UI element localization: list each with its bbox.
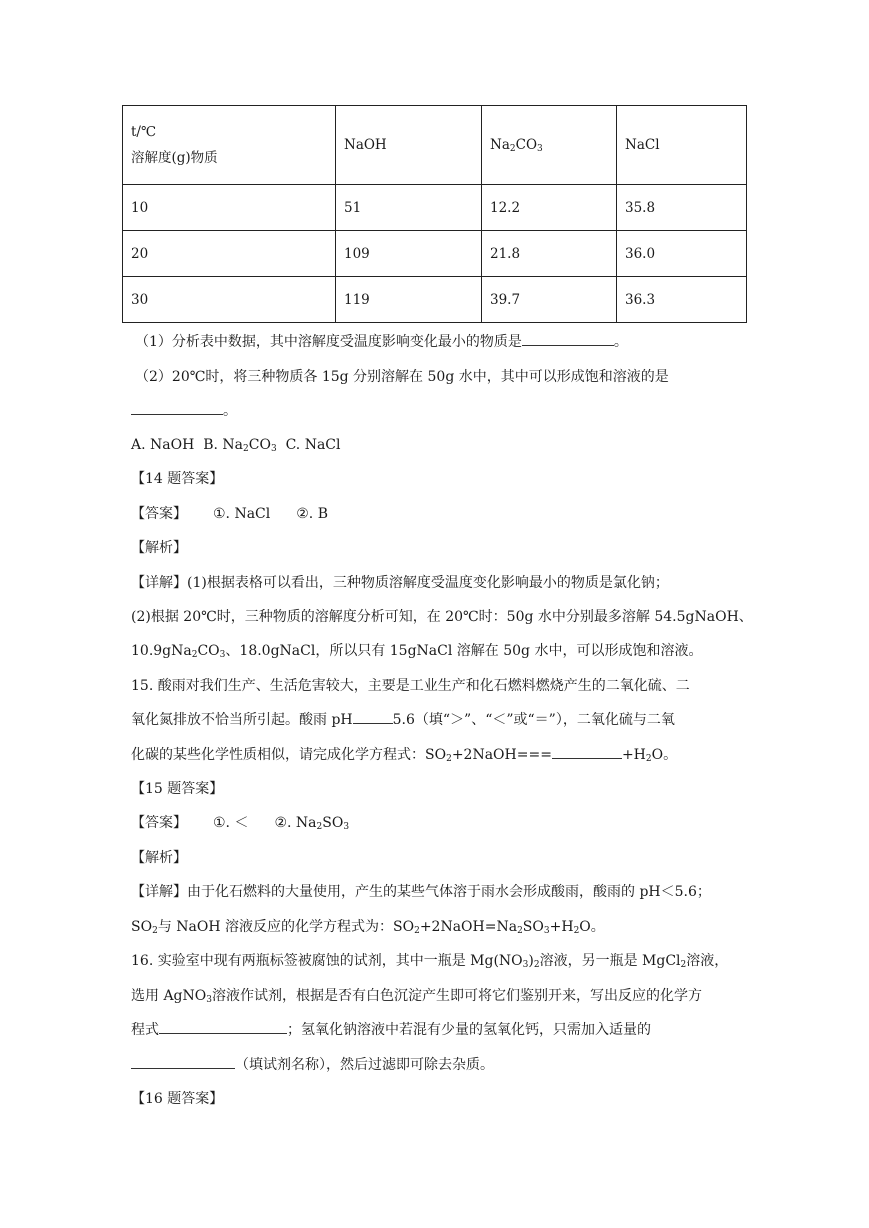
q14-detail-2: (2)根据 20℃时，三种物质的溶解度分析可知，在 20℃时：50g 水中分别最多溶解 54.5gNaOH、 xyxy=(131,609,753,625)
q14-part2-blank-line: 。 xyxy=(131,401,237,421)
cell-nacl: 36.3 xyxy=(617,277,747,323)
q15-line-2: 氧化氮排放不恰当所引起。酸雨 pH 5.6（填“＞”、“＜”或“＝”），二氧化硫与二氧 xyxy=(131,712,675,728)
cell-nacl: 35.8 xyxy=(617,185,747,231)
q14-answer-title: 【14 题答案】 xyxy=(131,471,224,487)
cell-temp: 20 xyxy=(123,231,336,277)
cell-naoh: 109 xyxy=(336,231,482,277)
answer-blank xyxy=(522,333,614,346)
q15-detail-2: $SO_2$与 NaOH 溶液反应的化学方程式为：$SO_2+2NaOH=Na_2SO_3+H_2O$。 xyxy=(131,919,605,936)
cell-na2co3: 12.2 xyxy=(482,185,617,231)
q14-part1: （1）分析表中数据，其中溶解度受温度影响变化最小的物质是 。 xyxy=(135,334,628,350)
cell-temp: 10 xyxy=(123,185,336,231)
q15-line-3: 化碳的某些化学性质相似，请完成化学方程式：$SO_2+2NaOH=== +H_2O$。 xyxy=(131,747,678,764)
q14-detail-1: 【详解】(1)根据表格可以看出，三种物质溶解度受温度变化影响最小的物质是氯化钠； xyxy=(131,575,669,591)
cell-na2co3: 39.7 xyxy=(482,277,617,323)
cell-nacl: 36.0 xyxy=(617,231,747,277)
q16-answer-title: 【16 题答案】 xyxy=(131,1091,224,1107)
table-row xyxy=(123,231,747,277)
q14-analysis: 【解析】 xyxy=(131,540,187,556)
q15-answer: 【答案】 ①. ＜ ②. $Na_2SO_3$ xyxy=(131,815,350,832)
q16-line-4: （填试剂名称），然后过滤即可除去杂质。 xyxy=(131,1055,494,1075)
q16-line-2: 选用 AgNO$_3$溶液作试剂，根据是否有白色沉淀产生即可将它们鉴别开来，写出反应的化学方 xyxy=(131,988,702,1005)
table-header-row xyxy=(123,106,747,185)
header-na2co3: $Na_2CO_3$ xyxy=(482,106,617,185)
answer-blank xyxy=(131,1056,235,1069)
header-naoh: NaOH xyxy=(336,106,482,185)
q14-part2: （2）20℃时，将三种物质各 15g 分别溶解在 50g 水中，其中可以形成饱和溶液的是 xyxy=(135,369,669,385)
answer-blank xyxy=(159,1021,287,1034)
answer-blank xyxy=(353,711,393,724)
answer-blank xyxy=(131,402,223,415)
q14-detail-3: $10.9gNa_2CO_3$、18.0gNaCl，所以只有 15gNaCl 溶解在 50g 水中，可以形成饱和溶液。 xyxy=(131,643,703,660)
table-row xyxy=(123,185,747,231)
solubility-table xyxy=(122,105,747,323)
q16-line-3: 程式 ；氢氧化钠溶液中若混有少量的氢氧化钙，只需加入适量的 xyxy=(131,1022,651,1038)
header-nacl: NaCl xyxy=(617,106,747,185)
q14-answer: 【答案】 ①. NaCl ②. B xyxy=(131,506,328,522)
cell-na2co3: 21.8 xyxy=(482,231,617,277)
cell-naoh: 119 xyxy=(336,277,482,323)
q16-line-1: 16. 实验室中现有两瓶标签被腐蚀的试剂，其中一瓶是 $Mg(NO_3)_2$溶液，另一瓶是 MgCl$_2$溶液， xyxy=(131,953,729,970)
q15-answer-title: 【15 题答案】 xyxy=(131,781,224,797)
answer-blank xyxy=(552,746,622,759)
q15-line-1: 15. 酸雨对我们生产、生活危害较大，主要是工业生产和化石燃料燃烧产生的二氧化硫、二 xyxy=(131,678,690,694)
table-row xyxy=(123,277,747,323)
cell-temp: 30 xyxy=(123,277,336,323)
q14-options: A. NaOH B. $Na_2CO_3$ C. NaCl xyxy=(131,437,341,454)
table-header-corner: t/℃ 溶解度(g)物质 xyxy=(123,106,336,185)
cell-naoh: 51 xyxy=(336,185,482,231)
q15-analysis: 【解析】 xyxy=(131,850,187,866)
q15-detail-1: 【详解】由于化石燃料的大量使用，产生的某些气体溶于雨水会形成酸雨，酸雨的 pH＜5.6； xyxy=(131,884,711,900)
